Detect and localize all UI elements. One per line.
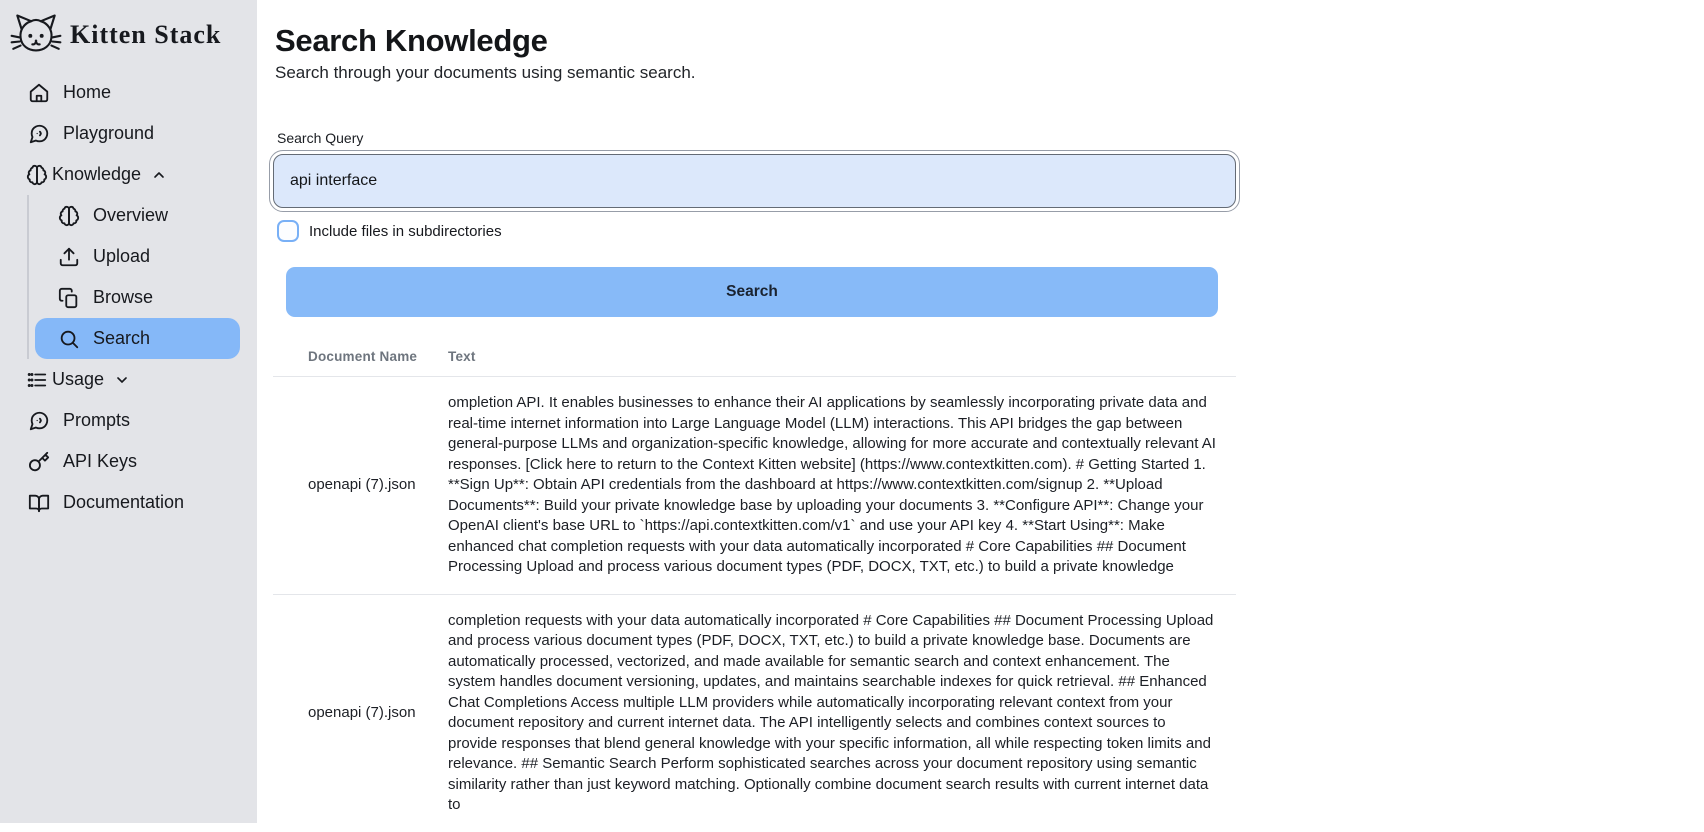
sidebar-item-label: Search — [93, 328, 151, 348]
sidebar-item-search[interactable] — [35, 318, 240, 359]
sidebar-item-browse[interactable] — [35, 277, 240, 318]
home-icon — [28, 82, 50, 104]
sidebar-group-label: Knowledge — [52, 164, 142, 184]
sidebar-item-documentation[interactable] — [10, 482, 240, 523]
column-header-text: Text — [448, 349, 476, 364]
document-name-cell: openapi (7).json — [308, 476, 416, 494]
sidebar-item-label: Browse — [93, 287, 154, 307]
sidebar-item-prompts[interactable] — [10, 400, 240, 441]
search-query-label: Search Query — [277, 130, 364, 146]
sidebar-group-usage[interactable] — [10, 359, 240, 400]
text-cell: ompletion API. It enables businesses to enhance their AI applications by seamlessly incorporating private data and real-time internet information into Large Language Model (LLM) interactions. This API bridges the gap between general-purpose LLMs and organization-specific knowledge, allowing for more accurate and contextually relevant AI responses. [Click here to return to the Context Kitten website] (https://www.contextkitten.com). # Getting Started 1. **Sign Up**: Obtain API credentials from the dashboard at https://www.contextkitten.com/signup 2. **Upload Documents**: Build your private knowledge base by uploading your documents 3. **Configure API**: Change your OpenAI client's base URL to `https://api.contextkitten.com/v1` and use your API key 4. **Start Using**: Make enhanced chat completion requests with your data automatically incorporated # Core Capabilities ## Document Processing Upload and process various document types (PDF, DOCX, TXT, etc.) to build a private knowledge — [448, 394, 1216, 575]
sidebar-item-label: Upload — [93, 246, 151, 266]
sidebar-nav — [10, 72, 240, 523]
sidebar-item-label: Home — [63, 82, 112, 102]
knowledge-subnav — [27, 195, 240, 359]
sidebar-item-label: Overview — [93, 205, 169, 225]
search-button[interactable]: Search — [286, 267, 1218, 317]
subdirectories-checkbox[interactable] — [277, 220, 299, 242]
sidebar-item-label: Prompts — [63, 410, 131, 430]
playground-icon — [28, 123, 50, 145]
cat-logo-icon — [10, 12, 62, 58]
knowledge-icon — [26, 164, 48, 186]
upload-icon — [58, 246, 80, 268]
usage-icon — [26, 369, 48, 391]
sidebar-item-home[interactable] — [10, 72, 240, 113]
overview-icon — [58, 205, 80, 227]
table-row[interactable] — [273, 595, 1236, 832]
page-title: Search Knowledge — [275, 23, 548, 58]
text-cell: completion requests with your data automatically incorporated # Core Capabilities ## Document Processing Upload and process various document types (PDF, DOCX, TXT, etc.) to build a private knowledge base. Documents are automatically processed, vectorized, and made available for semantic search and context enhancement. The system handles document versioning, updates, and maintains searchable indexes for quick retrieval. ## Enhanced Chat Completions Access multiple LLM providers while automatically incorporating relevant context from your document repository and current internet data. The API intelligently selects and combines context sources to provide responses that blend general knowledge with your specific information, all while respecting token limits and relevance. ## Semantic Search Perform sophisticated searches across your document repository using semantic similarity rather than just keyword matching. Optionally combine document search results with current internet data to — [448, 611, 1214, 813]
browse-icon — [58, 287, 80, 309]
documentation-icon — [28, 492, 50, 514]
subdirectories-checkbox-label: Include files in subdirectories — [309, 222, 502, 240]
sidebar-group-label: Usage — [52, 369, 105, 389]
sidebar-item-api-keys[interactable] — [10, 441, 240, 482]
sidebar-item-label: Documentation — [63, 492, 185, 512]
sidebar-item-overview[interactable] — [35, 195, 240, 236]
prompts-icon — [28, 410, 50, 432]
main-content — [257, 0, 1704, 823]
document-name-cell: openapi (7).json — [308, 704, 416, 721]
chevron-down-icon — [114, 372, 130, 388]
search-query-input[interactable] — [273, 154, 1236, 208]
sidebar-item-playground[interactable] — [10, 113, 240, 154]
brand[interactable] — [10, 8, 240, 72]
results-table — [273, 349, 1236, 832]
chevron-up-icon — [151, 167, 167, 183]
brand-name: Kitten Stack — [70, 20, 222, 49]
page-subtitle: Search through your documents using semantic search. — [275, 63, 696, 82]
sidebar-group-knowledge[interactable] — [10, 154, 240, 195]
sidebar — [0, 0, 257, 823]
table-row[interactable] — [273, 377, 1236, 595]
column-header-document-name: Document Name — [308, 349, 418, 364]
api-keys-icon — [28, 451, 50, 473]
sidebar-item-label: Playground — [63, 123, 155, 143]
sidebar-item-upload[interactable] — [35, 236, 240, 277]
subdirectories-checkbox-row — [277, 220, 1236, 242]
sidebar-item-label: API Keys — [63, 451, 138, 471]
search-icon — [58, 328, 80, 350]
results-table-header — [273, 349, 1236, 377]
